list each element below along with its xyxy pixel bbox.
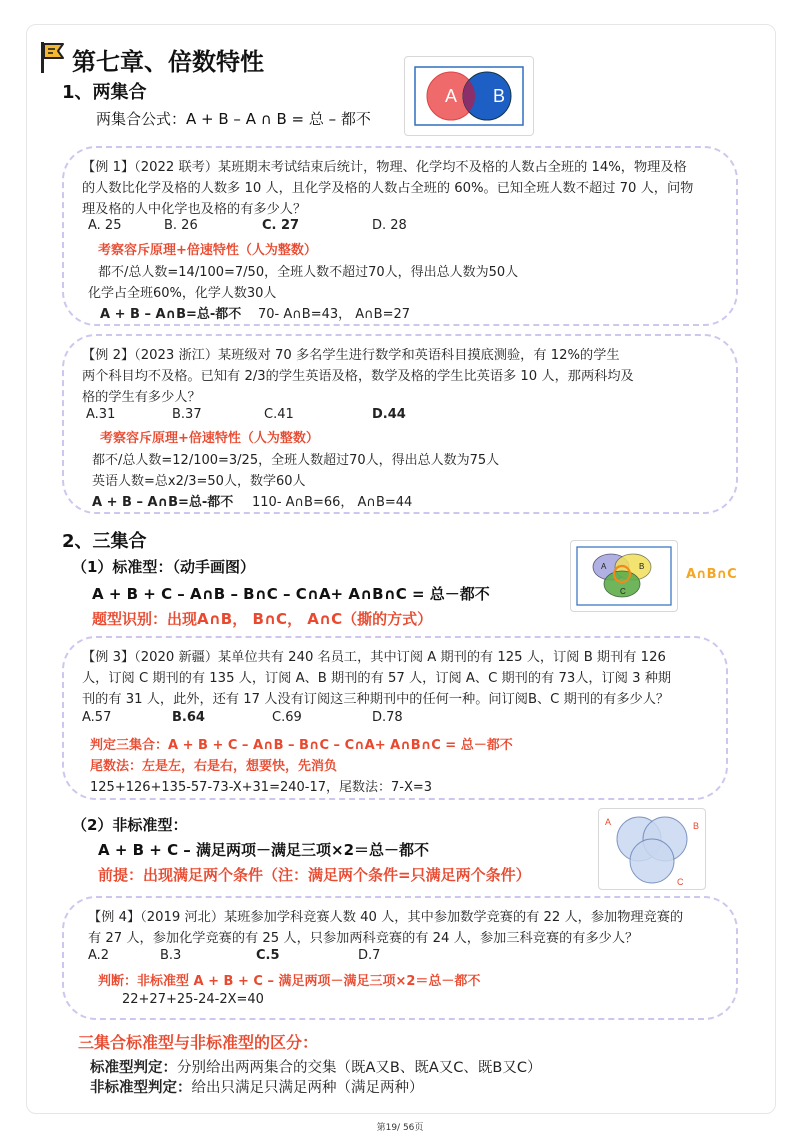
venn3ns-label-c: C <box>677 877 684 887</box>
example1-note: 都不/总人数=14/100=7/50，全班人数不超过70人，得出总人数为50人 <box>98 265 519 280</box>
example2-line: 格的学生有多少人？ <box>82 390 201 405</box>
venn3-label-a: A <box>601 562 607 571</box>
example2-result-line: 110- A∩B=66， A∩B=44 <box>252 495 413 510</box>
section2-sub2-formula: A + B + C – 满足两项－满足三项×2＝总－都不 <box>98 841 430 859</box>
example1-result-line: 70- A∩B=43， A∩B=27 <box>258 307 411 322</box>
section1-formula: 两集合公式：A + B – A ∩ B = 总 – 都不 <box>96 110 371 128</box>
example1-option-d: D. 28 <box>372 218 407 233</box>
example1-formula-line: A + B – A∩B=总-都不 <box>100 307 242 322</box>
example2-hint: 考察容斥原理+倍速特性（人为整数） <box>100 431 319 446</box>
example4-option-c: C.5 <box>256 948 280 963</box>
example3-option-c: C.69 <box>272 710 302 725</box>
example3-line: 刊的有 31 人，此外，还有 17 人没有订阅这三种期刊中的任何一种。问订阅B、C 期刊的有多少人？ <box>82 692 670 707</box>
venn-three-sets-nonstandard-image <box>598 808 706 890</box>
example4-line: 有 27 人，参加化学竞赛的有 25 人，只参加两科竞赛的有 24 人，参加三科竞赛的有多少人？ <box>88 931 639 946</box>
section2-sub1-title: （1）标准型：（动手画图） <box>72 558 255 576</box>
example2-option-c: C.41 <box>264 407 294 422</box>
example2-note: 英语人数=总x2/3=50人，数学60人 <box>92 474 306 489</box>
standard-label: 标准型判定： <box>90 1060 177 1076</box>
example3-judge: 判定三集合：A + B + C – A∩B – B∩C – C∩A+ A∩B∩C = 总－都不 <box>90 738 513 753</box>
example3-line: 人，订阅 C 期刊的有 135 人，订阅 A、B 期刊的有 57 人，订阅 A、C 期刊的有 73人，订阅 3 种期 <box>82 671 672 686</box>
example3-calc: 125+126+135-57-73-X+31=240-17，尾数法：7-X=3 <box>90 780 433 795</box>
chapter-title: 第七章、倍数特性 <box>72 48 264 76</box>
example4-option-a: A.2 <box>88 948 110 963</box>
section1-heading: 1、两集合 <box>62 82 147 103</box>
example2-line: 【例 2】（2023 浙江）某班级对 70 多名学生进行数学和英语科目摸底测验，有 12%的学生 <box>82 348 620 363</box>
venn-caption-abc: A∩B∩C <box>686 567 737 582</box>
example2-option-b: B.37 <box>172 407 202 422</box>
example4-line: 【例 4】（2019 河北）某班参加学科竞赛人数 40 人，其中参加数学竞赛的有 22 人，参加物理竞赛的 <box>88 910 684 925</box>
section2-sub1-formula: A + B + C – A∩B – B∩C – C∩A+ A∩B∩C = 总－都不 <box>92 585 490 603</box>
venn3-label-c: C <box>620 587 626 596</box>
example1-option-c: C. 27 <box>262 218 300 233</box>
page-number: 第19/ 56页 <box>376 1123 424 1133</box>
section2-heading: 2、三集合 <box>62 531 147 552</box>
example1-line: 的人数比化学及格的人数多 10 人，且化学及格的人数占全班的 60%。已知全班人数不超过 70 人，问物 <box>82 181 694 196</box>
venn-label-b: B <box>493 86 506 106</box>
example3-option-a: A.57 <box>82 710 112 725</box>
venn-two-sets-image <box>404 56 534 136</box>
section2-sub2-premise: 前提：出现满足两个条件（注：满足两个条件=只满足两个条件） <box>98 866 531 884</box>
nonstandard-label: 非标准型判定： <box>90 1080 192 1096</box>
venn3ns-label-a: A <box>605 817 612 827</box>
example4-judge: 判断：非标准型 A + B + C – 满足两项－满足三项×2＝总－都不 <box>98 974 481 989</box>
distinction-standard <box>90 1056 541 1077</box>
example2-formula-line: A + B – A∩B=总-都不 <box>92 495 234 510</box>
section2-sub2-title: （2）非标准型： <box>72 816 188 834</box>
venn3ns-label-b: B <box>693 821 700 831</box>
example3-line: 【例 3】（2020 新疆）某单位共有 240 名员工，其中订阅 A 期刊的有 125 人，订阅 B 期刊有 126 <box>82 650 666 665</box>
example2-note: 都不/总人数=12/100=3/25，全班人数超过70人，得出总人数为75人 <box>92 453 500 468</box>
venn3-label-b: B <box>639 562 645 571</box>
section2-sub1-identify: 题型识别：出现A∩B， B∩C， A∩C（撕的方式） <box>92 610 433 628</box>
example1-line: 【例 1】（2022 联考）某班期末考试结束后统计，物理、化学均不及格的人数占全班的 14%，物理及格 <box>82 160 687 175</box>
example2-line: 两个科目均不及格。已知有 2/3的学生英语及格，数学及格的学生比英语多 10 人，那两科均及 <box>82 369 634 384</box>
distinction-nonstandard <box>90 1076 424 1097</box>
standard-text: 分别给出两两集合的交集（既A又B、既A又C、既B又C） <box>177 1060 542 1076</box>
example2-option-d: D.44 <box>372 407 406 422</box>
example3-option-d: D.78 <box>372 710 403 725</box>
example4-option-d: D.7 <box>358 948 381 963</box>
nonstandard-text: 给出只满足只满足两种（满足两种） <box>191 1080 424 1096</box>
example3-tail-method: 尾数法：左是左，右是右，想要快，先消负 <box>90 759 338 774</box>
example1-note: 化学占全班60%，化学人数30人 <box>88 286 277 301</box>
flag-icon <box>38 40 66 74</box>
example4-calc: 22+27+25-24-2X=40 <box>122 992 264 1007</box>
example1-hint: 考察容斥原理+倍速特性（人为整数） <box>98 243 317 258</box>
example1-option-b: B. 26 <box>164 218 198 233</box>
example1-line: 理及格的人中化学也及格的有多少人？ <box>82 202 307 217</box>
venn-three-sets-standard-image <box>570 540 678 612</box>
example4-option-b: B.3 <box>160 948 182 963</box>
distinction-title: 三集合标准型与非标准型的区分： <box>78 1033 319 1052</box>
venn-label-a: A <box>445 86 458 106</box>
example2-option-a: A.31 <box>86 407 116 422</box>
example1-option-a: A. 25 <box>88 218 122 233</box>
example3-option-b: B.64 <box>172 710 205 725</box>
